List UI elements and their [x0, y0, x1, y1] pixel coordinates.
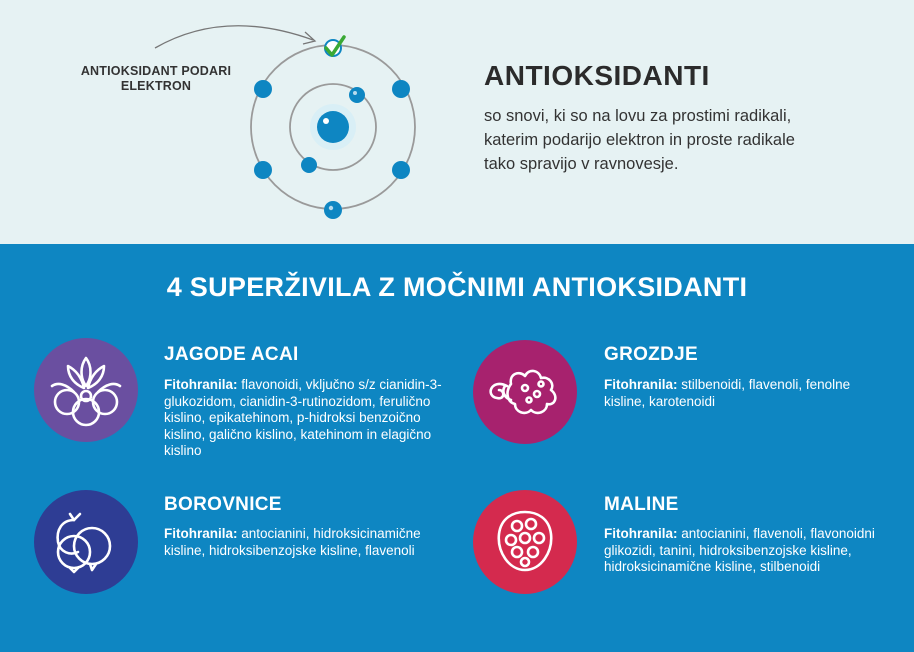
blueberries-label: Fitohranila: [164, 526, 238, 541]
superfoods-title: 4 SUPERŽIVILA Z MOČNIMI ANTIOKSIDANTI [166, 272, 748, 302]
antioxidants-description: so snovi, ki so na lovu za prostimi radikali, katerim podarijo elektron in proste radikale tako spravijo v ravnovesje. [484, 107, 795, 173]
acai-title: JAGODE ACAI [164, 344, 299, 365]
raspberries-phytonutrients: antocianini, flavenoli, flavonoidni glikozidi, tanini, hidroksibenzojske kisline, hidroksicinamične kisline, stilbenoidi [604, 526, 875, 574]
raspberries-label: Fitohranila: [604, 526, 678, 541]
grapes-description [604, 377, 894, 410]
blueberries-description [164, 526, 454, 559]
grapes-title: GROZDJE [604, 344, 698, 365]
acai-phytonutrients: flavonoidi, vključno s/z cianidin-3-glukozidom, cianidin-3-rutinozidom, ferulično kislino, epikatehinom, p-hidroksi benzoično kislino, galično kislino, katehinom in elagično kislino [164, 377, 442, 458]
acai-description [164, 377, 454, 460]
blueberries-phytonutrients: antocianini, hidroksicinamične kisline, hidroksibenzojske kisline, flavenoli [164, 526, 421, 558]
grapes-label: Fitohranila: [604, 377, 678, 392]
grapes-phytonutrients: stilbenoidi, flavenoli, fenolne kisline, karotenoidi [604, 377, 851, 409]
atom-caption: ANTIOKSIDANT PODARI ELEKTRON [80, 64, 232, 93]
acai-berries-icon [34, 338, 138, 442]
blueberries-icon [34, 490, 138, 594]
acai-label: Fitohranila: [164, 377, 238, 392]
blueberries-title: BOROVNICE [164, 494, 282, 515]
atom-diagram-icon [240, 20, 430, 230]
raspberries-title: MALINE [604, 494, 679, 515]
raspberries-description [604, 526, 894, 576]
raspberry-icon [473, 490, 577, 594]
intro-section [0, 0, 914, 244]
grapes-icon [473, 340, 577, 444]
antioxidants-title: ANTIOKSIDANTI [484, 60, 710, 91]
